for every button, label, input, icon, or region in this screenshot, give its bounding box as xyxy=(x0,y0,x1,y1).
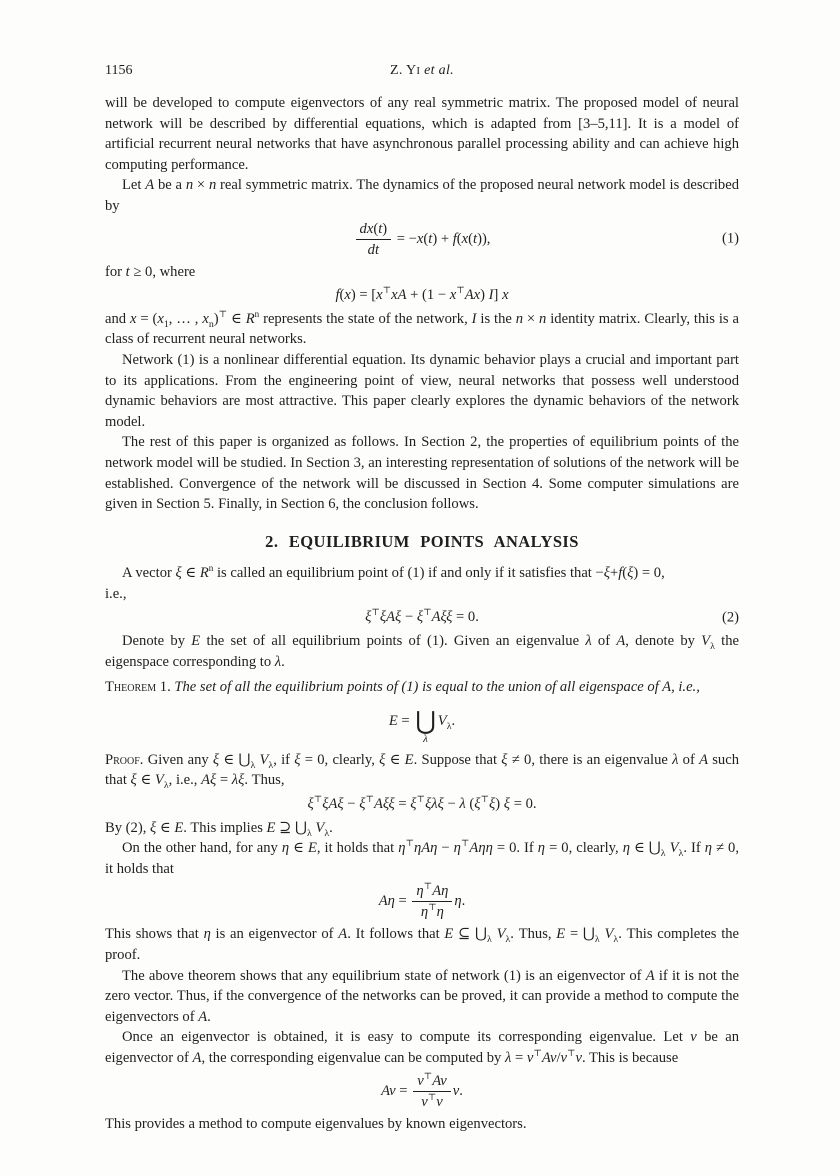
theorem-1: Theorem 1. The set of all the equilibrium points of (1) is equal to the union of all eigenspace of A, i.e., xyxy=(105,679,700,696)
equation-f: f(x) = [x⊤xA + (1 − x⊤Ax) I] x xyxy=(335,285,509,304)
equation-union-rhs: $V_\lambda$. xyxy=(437,712,456,732)
equation-a-eta xyxy=(105,882,739,921)
paragraph-continuation: will be developed to compute eigenvectors of any real symmetric matrix. The proposed model of neural network will be described by differential equations, which is adapted from [3–5,11]. It is a model of artificial recurrent neural networks that have asynchronous parallel processing ability and can achieve high computing performance. xyxy=(105,95,739,173)
equation-a-eta-lhs: Aη = xyxy=(378,893,411,910)
proof-paragraph: Proof. Given any ξ ∈ $⋃_\lambda$ $V_\lambda$, if ξ = 0, clearly, ξ ∈ E. Suppose that ξ ≠ 0, there is an eigenvalue λ of A such that ξ ∈ $V_\lambda$, i.e., Aξ = λξ. Thus, xyxy=(105,751,739,792)
line-by-eq2: By (2), ξ ∈ E. This implies E ⊇ $⋃_\lambda$ $V_\lambda$. xyxy=(105,819,333,839)
equation-2-tag: (2) xyxy=(721,609,739,626)
equation-union-lhs: E = xyxy=(388,712,414,729)
line-for-t: for t ≥ 0, where xyxy=(105,263,196,280)
section-heading: 2. EQUILIBRIUM POINTS ANALYSIS xyxy=(265,531,579,551)
union-icon: ⋃ xyxy=(415,705,436,735)
equation-2 xyxy=(105,607,739,628)
equation-union xyxy=(105,703,739,746)
equation-1-rhs: = −x(t) + f(x(t)), xyxy=(393,230,491,247)
fraction-v: $\frac{v^⊤Av}{v^⊤v}$ xyxy=(413,1072,451,1111)
page-header xyxy=(105,63,739,79)
paragraph-network-behavior: Network (1) is a nonlinear differential equation. Its dynamic behavior plays a crucial and important part to its applications. From the engineering point of view, neural networks that possess well understood dynamic behaviors are most attractive. This paper clearly explores the dynamic behaviors of the network model. xyxy=(105,351,739,430)
equation-a-v-rhs: v. xyxy=(452,1082,463,1099)
paragraph-provides-method: This provides a method to compute eigenvalues by known eigenvectors. xyxy=(105,1115,527,1132)
big-union-operator: ⋃ λ xyxy=(415,705,436,745)
paragraph-vector-equilibrium: A vector ξ ∈ $R^n$ is called an equilibrium point of (1) if and only if it satisfies that −ξ+f(ξ) = 0, xyxy=(122,563,665,582)
paragraph-paper-outline: The rest of this paper is organized as follows. In Section 2, the properties of equilibrium points of the network model will be studied. In Section 3, an interesting representation of solutions of the network will be established. Convergence of the network will be discussed in Section 4. Some computer simulations are given in Section 5. Finally, in Section 6, the conclusion follows. xyxy=(105,434,739,513)
paragraph-eigenvector-shows: This shows that η is an eigenvector of A. It follows that E ⊆ $⋃_\lambda$ $V_\lambda$. Thus, $E = ⋃_\lambda$ $V_\lambda$. This completes the proof. xyxy=(105,926,740,963)
equation-a-v xyxy=(105,1072,739,1111)
paragraph-denote-e: Denote by E the set of all equilibrium points of (1). Given an eigenvalue λ of A, denote by $V_\lambda$ the eigenspace corresponding to λ. xyxy=(105,633,739,670)
paragraph-once-eigenvector: Once an eigenvector is obtained, it is easy to compute its corresponding eigenvalue. Let v be an eigenvector of A, the corresponding eigenvalue can be computed by λ = v⊤Av/v⊤v. This is because xyxy=(105,1029,739,1066)
line-ie: i.e., xyxy=(105,585,127,602)
fraction-dxdt: $\frac{dx(t)}{dt}$ xyxy=(356,220,392,259)
fraction-eta: $\frac{\eta^⊤A\eta}{\eta^⊤\eta}$ xyxy=(412,882,452,921)
paragraph-let-a: Let A be a n × n real symmetric matrix. The dynamics of the proposed neural network model is described by xyxy=(105,177,740,214)
paragraph-other-hand: On the other hand, for any η ∈ E, it holds that η⊤ηAη − η⊤Aηη = 0. If η = 0, clearly, η ∈ $⋃_\lambda$ $V_\lambda$. If η ≠ 0, it holds that xyxy=(105,838,739,877)
equation-a-eta-rhs: η. xyxy=(454,893,466,910)
running-head: Z. YI et al. xyxy=(390,63,454,78)
page-body xyxy=(105,93,739,1134)
page-number: 1156 xyxy=(105,63,133,78)
equation-2-body: ξ⊤ξAξ − ξ⊤Aξξ = 0. xyxy=(365,607,479,626)
equation-a-v-lhs: Av = xyxy=(381,1082,412,1099)
equation-proof: ξ⊤ξAξ − ξ⊤Aξξ = ξ⊤ξλξ − λ (ξ⊤ξ) ξ = 0. xyxy=(307,794,537,813)
equation-1 xyxy=(105,220,739,259)
equation-1-tag: (1) xyxy=(721,230,739,247)
paragraph-above-theorem: The above theorem shows that any equilibrium state of network (1) is an eigenvector of A if it is not the zero vector. Thus, if the convergence of the networks can be proved, it can provide a method to compute the eigenvectors of A. xyxy=(105,967,739,1025)
paragraph-state-of-network: and $x = (x_1$, … , $x_n)^⊤$ ∈ $R^n$ represents the state of the network, I is the n × n identity matrix. Clearly, this is a class of recurrent neural networks. xyxy=(105,308,739,348)
